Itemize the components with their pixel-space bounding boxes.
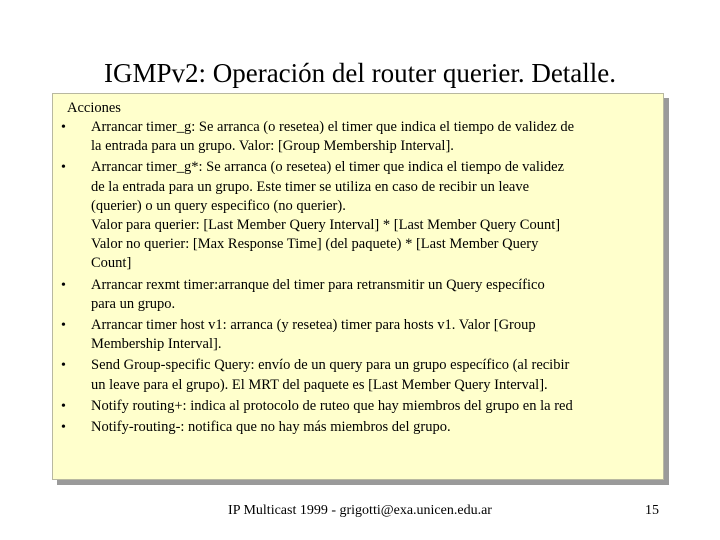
list-item-line: Valor para querier: [Last Member Query Interval] * [Last Member Query Count] xyxy=(91,217,561,234)
list-item xyxy=(61,418,661,437)
bullet-icon: • xyxy=(61,420,66,436)
footer-text: IP Multicast 1999 - grigotti@exa.unicen.edu.ar xyxy=(228,503,492,518)
list-item xyxy=(61,158,661,273)
list-item-line: (querier) o un query especifico (no querier). xyxy=(91,197,346,214)
list-item-line: Notify routing+: indica al protocolo de ruteo que hay miembros del grupo en la red xyxy=(91,397,573,414)
list-item-line: Membership Interval]. xyxy=(91,336,222,353)
list-item xyxy=(61,356,661,394)
list-item-line: Arrancar timer host v1: arranca (y resetea) timer para hosts v1. Valor [Group xyxy=(91,317,536,334)
bullet-icon: • xyxy=(61,277,66,293)
bullet-icon: • xyxy=(61,120,66,135)
panel-heading: Acciones xyxy=(67,100,121,116)
list-item xyxy=(61,397,661,416)
slide-title: IGMPv2: Operación del router querier. Detalle. xyxy=(103,58,617,88)
list-item-line: Valor no querier: [Max Response Time] (del paquete) * [Last Member Query xyxy=(91,236,539,253)
list-item xyxy=(61,276,661,314)
list-item-line: Notify-routing-: notifica que no hay más miembros del grupo. xyxy=(91,419,451,436)
list-item xyxy=(61,118,661,156)
page-number: 15 xyxy=(645,503,659,518)
list-item-line: un leave para el grupo). El MRT del paquete es [Last Member Query Interval]. xyxy=(91,376,548,393)
bullet-icon: • xyxy=(61,160,66,176)
list-item xyxy=(61,316,661,354)
list-item-line: Count] xyxy=(91,255,132,272)
action-list xyxy=(61,118,661,439)
list-item-line: Send Group-specific Query: envío de un query para un grupo específico (al recibir xyxy=(91,357,570,374)
bullet-icon: • xyxy=(61,398,66,414)
bullet-icon: • xyxy=(61,358,66,374)
list-item-line: para un grupo. xyxy=(91,295,176,312)
list-item-line: Arrancar timer_g: Se arranca (o resetea) el timer que indica el tiempo de validez de xyxy=(91,119,575,135)
list-item-line: Arrancar timer_g*: Se arranca (o resetea) el timer que indica el tiempo de validez xyxy=(91,159,565,176)
list-item-line: Arrancar rexmt timer:arranque del timer para retransmitir un Query específico xyxy=(91,276,545,293)
bullet-icon: • xyxy=(61,318,66,334)
content-panel xyxy=(52,93,664,480)
list-item-line: de la entrada para un grupo. Este timer se utiliza en caso de recibir un leave xyxy=(91,178,530,195)
list-item-line: la entrada para un grupo. Valor: [Group Membership Interval]. xyxy=(91,138,454,155)
